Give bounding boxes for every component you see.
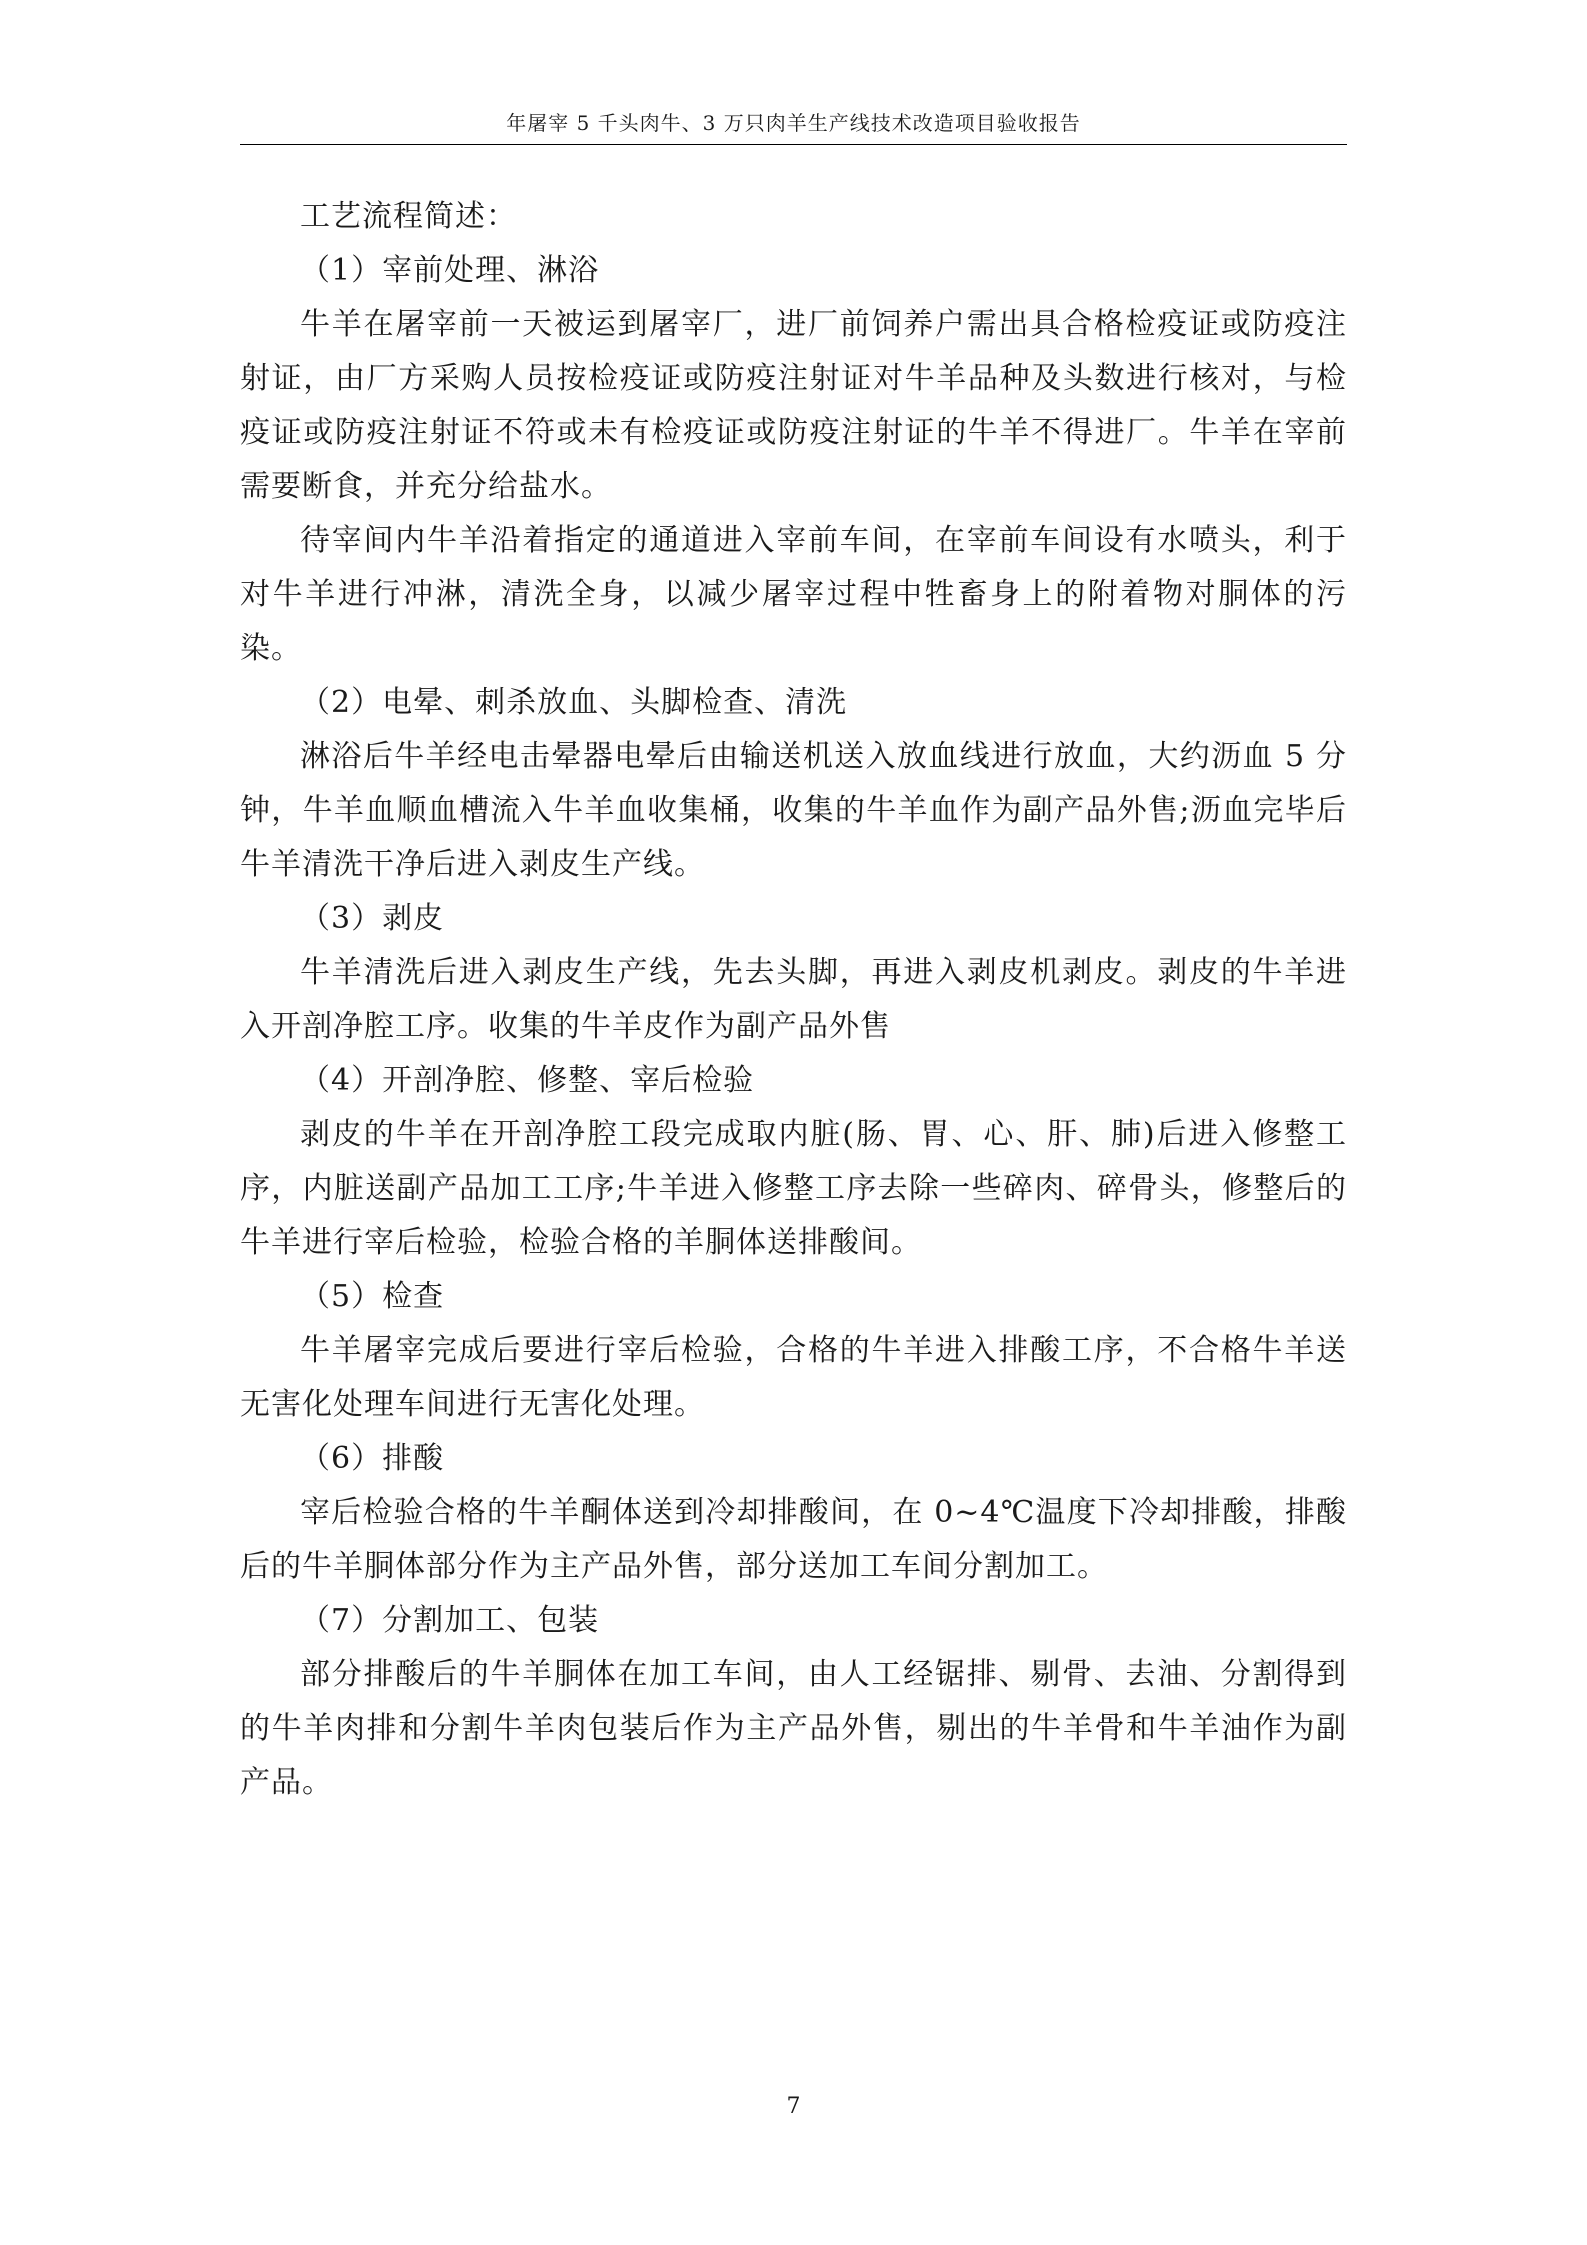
section-5-paragraph-1: 牛羊屠宰完成后要进行宰后检验，合格的牛羊进入排酸工序，不合格牛羊送无害化处理车间进行无害化处理。 [240,1333,1347,1422]
page-number: 7 [786,2094,801,2119]
section-3-paragraph-1: 牛羊清洗后进入剥皮生产线，先去头脚，再进入剥皮机剥皮。剥皮的牛羊进入开剖净腔工序。收集的牛羊皮作为副产品外售 [240,955,1347,1044]
section-2-title: （2）电晕、刺杀放血、头脚检查、清洗 [300,685,848,720]
intro-heading: 工艺流程简述： [300,199,517,234]
section-6-title: （6）排酸 [300,1441,445,1476]
section-4-title: （4）开剖净腔、修整、宰后检验 [300,1063,755,1098]
report-title: 年屠宰 5 千头肉牛、3 万只肉羊生产线技术改造项目验收报告 [506,111,1081,135]
section-6-paragraph-1: 宰后检验合格的牛羊酮体送到冷却排酸间，在 0~4℃温度下冷却排酸，排酸后的牛羊胴体部分作为主产品外售，部分送加工车间分割加工。 [240,1495,1347,1584]
section-2-paragraph-1: 淋浴后牛羊经电击晕器电晕后由输送机送入放血线进行放血，大约沥血 5 分钟，牛羊血顺血槽流入牛羊血收集桶，收集的牛羊血作为副产品外售;沥血完毕后牛羊清洗干净后进入剥皮生产线。 [240,739,1347,882]
section-7-paragraph-1: 部分排酸后的牛羊胴体在加工车间，由人工经锯排、剔骨、去油、分割得到的牛羊肉排和分割牛羊肉包装后作为主产品外售，剔出的牛羊骨和牛羊油作为副产品。 [240,1657,1347,1800]
section-3-title: （3）剥皮 [300,901,445,936]
section-5-title: （5）检查 [300,1279,445,1314]
section-4-paragraph-1: 剥皮的牛羊在开剖净腔工段完成取内脏(肠、胃、心、肝、肺)后进入修整工序，内脏送副产品加工工序;牛羊进入修整工序去除一些碎肉、碎骨头，修整后的牛羊进行宰后检验，检验合格的羊胴体送排酸间。 [240,1117,1347,1260]
section-7-title: （7）分割加工、包装 [300,1603,600,1638]
section-1-paragraph-1: 牛羊在屠宰前一天被运到屠宰厂，进厂前饲养户需出具合格检疫证或防疫注射证，由厂方采购人员按检疫证或防疫注射证对牛羊品种及头数进行核对，与检疫证或防疫注射证不符或未有检疫证或防疫注射证的牛羊不得进厂。牛羊在宰前需要断食，并充分给盐水。 [240,307,1347,504]
page-header [240,108,1347,145]
section-1-paragraph-2: 待宰间内牛羊沿着指定的通道进入宰前车间，在宰前车间设有水喷头，利于对牛羊进行冲淋，清洗全身，以减少屠宰过程中牲畜身上的附着物对胴体的污染。 [240,523,1347,666]
document-body [240,190,1347,1810]
section-1-title: （1）宰前处理、淋浴 [300,253,600,288]
